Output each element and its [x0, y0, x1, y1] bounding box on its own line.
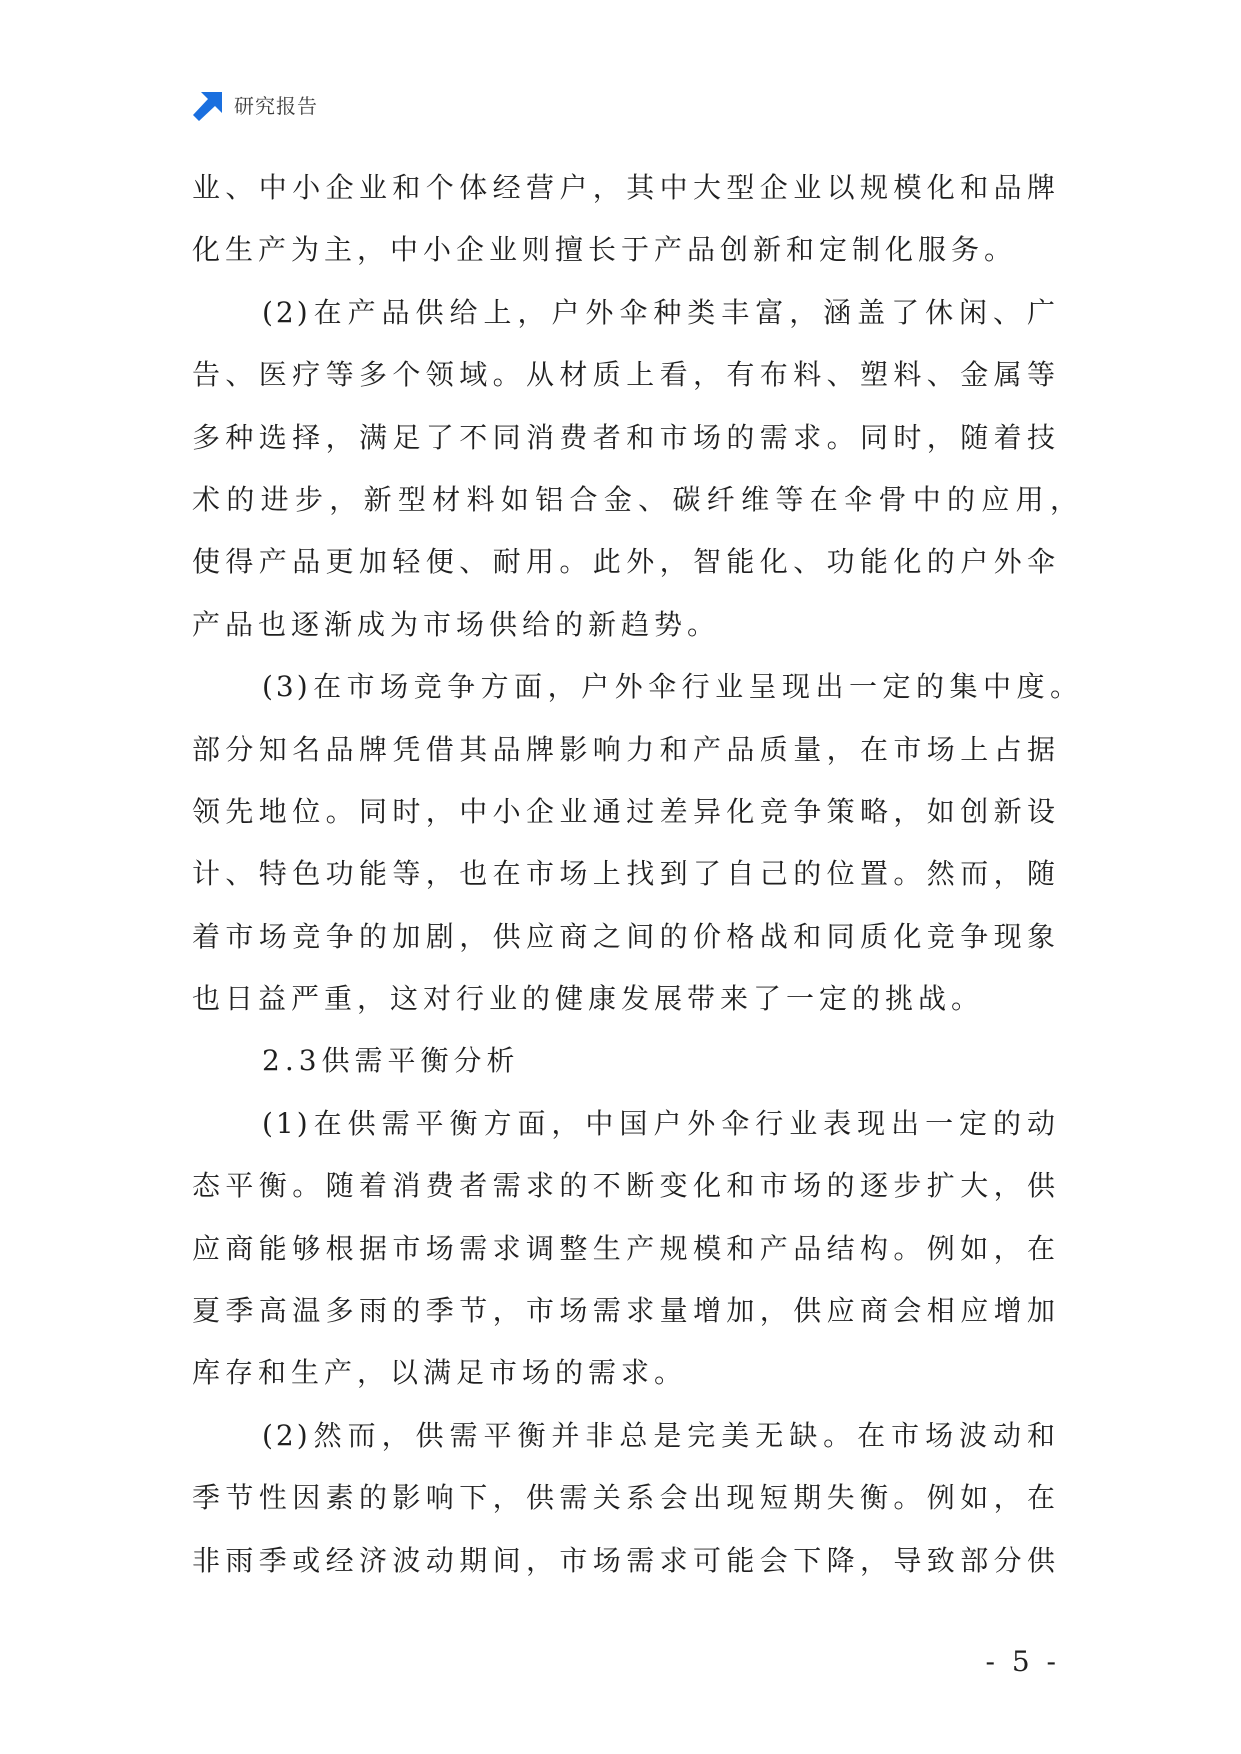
section-heading: 2.3供需平衡分析	[262, 1044, 520, 1078]
report-label: 研究报告	[234, 94, 318, 118]
text-line: 应商能够根据市场需求调整生产规模和产品结构。例如，在	[192, 1231, 1058, 1265]
text-line: 告、医疗等多个领域。从材质上看，有布料、塑料、金属等	[192, 358, 1058, 392]
text-line: 计、特色功能等，也在市场上找到了自己的位置。然而，随	[192, 857, 1058, 891]
paragraph	[192, 656, 1112, 1030]
paragraph	[192, 157, 1112, 282]
text-line: 态平衡。随着消费者需求的不断变化和市场的逐步扩大，供	[192, 1169, 1058, 1203]
text-line: 库存和生产，以满足市场的需求。	[192, 1356, 688, 1390]
text-line: 也日益严重，这对行业的健康发展带来了一定的挑战。	[192, 982, 985, 1016]
text-line: 着市场竞争的加剧，供应商之间的价格战和同质化竞争现象	[192, 919, 1058, 953]
arrow-up-right-icon	[192, 90, 223, 122]
text-line: (1)在供需平衡方面，中国户外伞行业表现出一定的动	[262, 1106, 1058, 1140]
text-line: 化生产为主，中小企业则擅长于产品创新和定制化服务。	[192, 233, 1018, 267]
text-line: 夏季高温多雨的季节，市场需求量增加，供应商会相应增加	[192, 1294, 1058, 1328]
text-line: (2)在产品供给上，户外伞种类丰富，涵盖了休闲、广	[262, 295, 1058, 329]
text-line: 季节性因素的影响下，供需关系会出现短期失衡。例如，在	[192, 1481, 1058, 1515]
text-line: 部分知名品牌凭借其品牌影响力和产品质量，在市场上占据	[192, 732, 1058, 766]
document-body	[192, 157, 1112, 1592]
paragraph	[192, 282, 1112, 656]
text-line: (2)然而，供需平衡并非总是完美无缺。在市场波动和	[262, 1418, 1058, 1452]
text-line: 术的进步，新型材料如铝合金、碳纤维等在伞骨中的应用，	[192, 482, 1081, 516]
text-line: 领先地位。同时，中小企业通过差异化竞争策略，如创新设	[192, 794, 1058, 828]
text-line: (3)在市场竞争方面，户外伞行业呈现出一定的集中度。	[262, 670, 1081, 704]
text-line: 非雨季或经济波动期间，市场需求可能会下降，导致部分供	[192, 1543, 1058, 1577]
paragraph	[192, 1093, 1112, 1405]
paragraph	[192, 1405, 1112, 1592]
text-line: 使得产品更加轻便、耐用。此外，智能化、功能化的户外伞	[192, 545, 1058, 579]
text-line: 业、中小企业和个体经营户，其中大型企业以规模化和品牌	[192, 171, 1058, 204]
page-header	[192, 88, 318, 124]
text-line: 多种选择，满足了不同消费者和市场的需求。同时，随着技	[192, 420, 1058, 454]
page-number: - 5 -	[985, 1645, 1060, 1678]
text-line: 产品也逐渐成为市场供给的新趋势。	[192, 607, 721, 641]
